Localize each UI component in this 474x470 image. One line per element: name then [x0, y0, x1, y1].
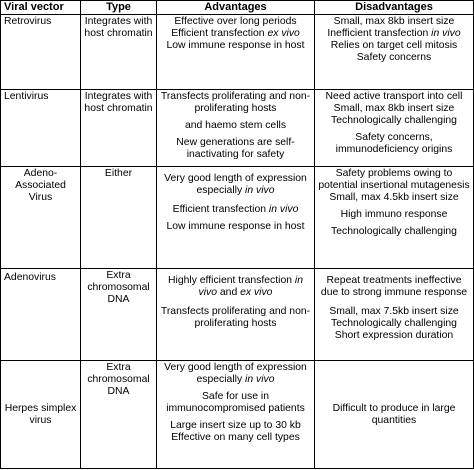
- table-row: [1, 361, 474, 469]
- advantage-item: Effective on many cell types: [171, 432, 300, 443]
- advantage-item: Large insert size up to 30 kb: [170, 420, 301, 431]
- table-row: [1, 269, 474, 361]
- advantages-cell: [157, 269, 315, 361]
- disadvantage-item: Technologically challenging: [331, 226, 457, 237]
- advantage-item: Very good length of expression especially in vivo: [164, 362, 307, 385]
- table-row: [1, 167, 474, 269]
- disadvantage-item: Relies on target cell mitosis: [330, 40, 458, 51]
- advantages-cell: [157, 167, 315, 269]
- disadvantages-cell: [315, 15, 474, 90]
- virus-type: Extra chromosomal DNA: [81, 269, 157, 361]
- advantages-cell: [157, 361, 315, 469]
- header-advantages: Advantages: [157, 1, 315, 15]
- header-viral-vector: Viral vector: [1, 1, 81, 15]
- advantage-item: Efficient transfection in vivo: [172, 204, 299, 215]
- disadvantage-item: Small, max 8kb insert size: [333, 103, 455, 114]
- disadvantage-item: Short expression duration: [334, 330, 454, 341]
- virus-name: Herpes simplex virus: [1, 361, 81, 469]
- disadvantage-item: Repeat treatments ineffective due to strong immune response: [320, 275, 468, 298]
- advantage-item: Transfects proliferating and non-proliferating hosts: [160, 91, 311, 114]
- virus-name: Retrovirus: [1, 15, 81, 90]
- disadvantages-cell: [315, 167, 474, 269]
- table-row: [1, 15, 474, 90]
- advantage-item: Low immune response in host: [166, 221, 305, 232]
- virus-name: Adenovirus: [1, 269, 81, 361]
- virus-name: Adeno-Associated Virus: [1, 167, 81, 269]
- advantage-item: Safe for use in immunocompromised patients: [166, 391, 305, 414]
- disadvantages-cell: [315, 269, 474, 361]
- advantage-item: and haemo stem cells: [184, 120, 287, 131]
- disadvantages-cell: [315, 361, 474, 469]
- advantage-item: Effective over long periods: [174, 16, 297, 27]
- header-row: [1, 1, 474, 15]
- advantage-item: New generations are self-inactivating for safety: [176, 137, 295, 160]
- advantage-item: Highly efficient transfection in vivo and ex vivo: [168, 275, 303, 298]
- virus-type: Either: [81, 167, 157, 269]
- disadvantage-item: Small, max 8kb insert size: [333, 16, 455, 27]
- disadvantage-item: Technologically challenging: [331, 115, 457, 126]
- disadvantage-item: Inefficient transfection in vivo: [327, 28, 461, 39]
- virus-name: Lentivirus: [1, 90, 81, 167]
- disadvantage-item: Small, max 4.5kb insert size: [329, 192, 459, 203]
- advantage-item: Transfects proliferating and non-proliferating hosts: [160, 306, 311, 329]
- virus-type: Extra chromosomal DNA: [81, 361, 157, 469]
- header-disadvantages: Disadvantages: [315, 1, 474, 15]
- disadvantage-item: Safety concerns: [356, 52, 432, 63]
- disadvantage-item: Safety problems owing to potential insertional mutagenesis: [318, 168, 470, 191]
- table-row: [1, 90, 474, 167]
- disadvantage-item: Need active transport into cell: [325, 91, 463, 102]
- advantage-item: Very good length of expression especially in vivo: [164, 173, 307, 196]
- advantages-cell: [157, 15, 315, 90]
- advantages-cell: [157, 90, 315, 167]
- disadvantages-cell: [315, 90, 474, 167]
- disadvantage-item: Safety concerns, immunodeficiency origins: [335, 132, 453, 155]
- advantage-item: Efficient transfection ex vivo: [171, 28, 300, 39]
- advantage-item: Low immune response in host: [166, 40, 305, 51]
- disadvantage-item: Technologically challenging: [331, 318, 457, 329]
- header-type: Type: [81, 1, 157, 15]
- disadvantage-item: High immuno response: [340, 209, 448, 220]
- virus-type: Integrates with host chromatin: [81, 15, 157, 90]
- virus-type: Integrates with host chromatin: [81, 90, 157, 167]
- disadvantage-item: Small, max 7.5kb insert size: [329, 306, 459, 317]
- disadvantage-item: Difficult to produce in large quantities: [332, 402, 456, 426]
